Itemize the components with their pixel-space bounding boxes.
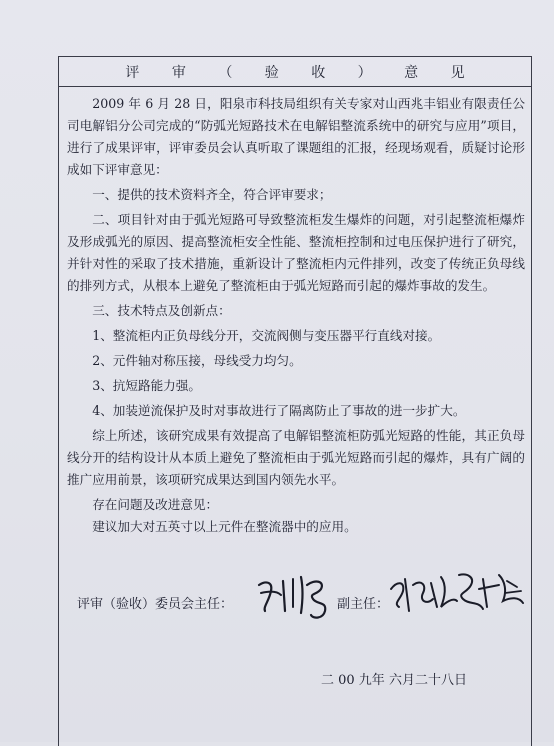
opinion-item-2: 二、项目针对由于弧光短路可导致整流柜发生爆炸的问题，对引起整流柜爆炸及形成弧光的原因、提高整流柜安全性能、整流柜控制和过电压保护进行了研究，并针对性的采取了技术措施，重新设计了整流柜内元件排列，改变了传统正负母线的排列方式，从根本上避免了整流柜由于弧光短路而引起的爆炸事故的发生。 <box>67 212 525 293</box>
form-title: 评 审 （ 验 收 ） 意 见 <box>59 57 531 87</box>
committee-chair-label: 评审（验收）委员会主任： <box>77 597 234 612</box>
deputy-chair-label: 副主任： <box>337 597 390 612</box>
issues-suggestion: 建议加大对五英寸以上元件在整流器中的应用。 <box>92 519 357 534</box>
opinion-item-1: 一、提供的技术资料齐全，符合评审要求； <box>92 187 332 202</box>
opinion-item-3: 三、技术特点及创新点： <box>92 303 231 318</box>
feature-3: 3、抗短路能力强。 <box>92 378 201 393</box>
chair-signature-icon <box>255 571 335 623</box>
issues-heading: 存在问题及改进意见： <box>92 497 219 512</box>
conclusion-paragraph: 综上所述，该研究成果有效提高了电解铝整流柜防弧光短路的性能，其正负母线分开的结构设计从本质上避免了整流柜由于弧光短路而引起的爆炸，具有广阔的推广应用前景，该项研究成果达到国内领先水平。 <box>67 428 525 487</box>
feature-2: 2、元件轴对称压接，母线受力均匀。 <box>92 353 302 368</box>
deputy-signature-icon <box>387 567 527 623</box>
signature-row <box>69 571 529 631</box>
intro-paragraph: 2009 年 6 月 28 日，阳泉市科技局组织有关专家对山西兆丰铝业有限责任公司电解铝分公司完成的“防弧光短路技术在电解铝整流系统中的研究与应用”项目，进行了成果评审，评审委员会认真听取了课题组的汇报，经现场观看，质疑讨论形成如下评审意见： <box>67 96 525 177</box>
review-opinion-body <box>67 93 525 538</box>
signing-date: 二 00 九年 六月二十八日 <box>321 673 467 688</box>
feature-4: 4、加装逆流保护及时对事故进行了隔离防止了事故的进一步扩大。 <box>92 403 466 418</box>
feature-1: 1、整流柜内正负母线分开，交流阀侧与变压器平行直线对接。 <box>92 328 441 343</box>
review-form-frame <box>58 56 532 746</box>
